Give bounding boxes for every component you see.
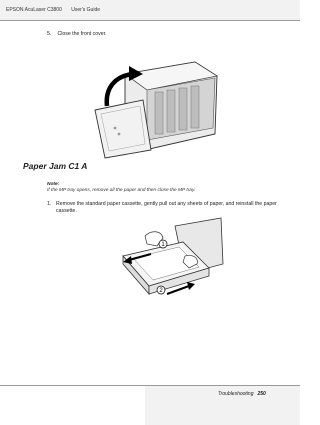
step-text: Close the front cover. (57, 31, 107, 37)
footer-left-panel (0, 386, 145, 425)
note-text: If the MP tray opens, remove all the paper and then close the MP tray. (47, 188, 196, 193)
callout-2: 2 (159, 288, 163, 295)
printer-front-cover-figure (85, 54, 225, 159)
guide-name: User's Guide (71, 7, 101, 13)
page-number: 250 (257, 391, 266, 397)
step-text: Remove the standard paper cassette, gently pull out any sheets of paper, and reinstall the paper cassette. (56, 201, 277, 214)
section-title: Paper Jam C1 A (23, 161, 88, 171)
footer-section: Troubleshooting (218, 391, 254, 397)
step-5 (47, 31, 106, 37)
running-footer (218, 391, 266, 397)
paper-cassette-figure (105, 216, 225, 306)
step-number: 1. (47, 201, 52, 207)
callout-1: 1 (161, 242, 165, 249)
product-name: EPSON AcuLaser C3800 (6, 7, 62, 13)
note-label: Note: (47, 182, 60, 187)
header-rule (0, 20, 300, 21)
running-header (6, 7, 108, 13)
step-number: 5. (47, 31, 52, 37)
step-1 (47, 201, 285, 215)
